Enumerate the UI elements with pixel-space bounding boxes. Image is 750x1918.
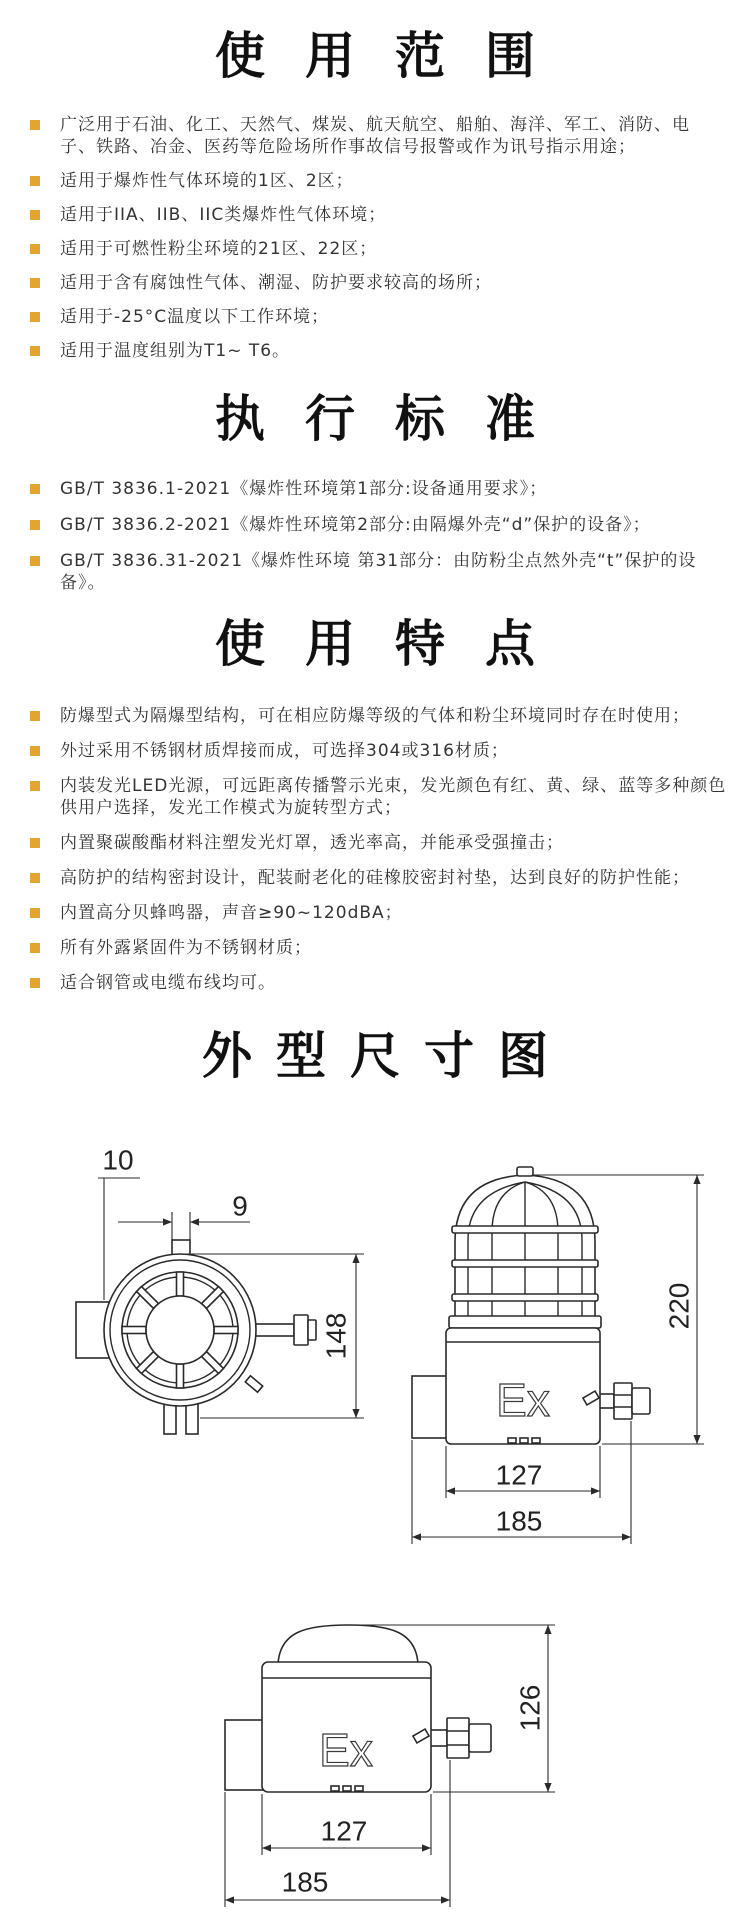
vent-slot bbox=[532, 1438, 540, 1443]
side-view-dome-drawing bbox=[225, 1625, 555, 1907]
bullet-square-icon bbox=[30, 312, 40, 322]
left-pipe-stub bbox=[225, 1720, 265, 1790]
list-item bbox=[0, 514, 740, 536]
list-item-text: 适合钢管或电缆布线均可。 bbox=[60, 973, 276, 993]
list-item bbox=[0, 114, 700, 158]
list-item bbox=[0, 340, 700, 362]
top-view-drawing bbox=[76, 1145, 364, 1435]
bullet-square-icon bbox=[30, 278, 40, 288]
list-item-text: 防爆型式为隔爆型结构，可在相应防爆等级的气体和粉尘环境同时存在时使用； bbox=[60, 706, 690, 726]
list-item-text: 内置高分贝蜂鸣器，声音≥90~120dBA； bbox=[60, 903, 403, 923]
section-title-usage-scope: 使用范围 bbox=[215, 27, 575, 85]
bullet-square-icon bbox=[30, 556, 40, 566]
guard-top-knob bbox=[517, 1167, 533, 1176]
section-title-standards: 执行标准 bbox=[215, 390, 575, 448]
list-item bbox=[0, 775, 740, 819]
list-item bbox=[0, 972, 740, 994]
list-item bbox=[0, 238, 700, 260]
list-item bbox=[0, 204, 700, 226]
vent-slot bbox=[331, 1786, 339, 1791]
cage-spoke bbox=[177, 1364, 184, 1388]
left-pipe-stub bbox=[412, 1376, 450, 1438]
cable-gland-cap bbox=[632, 1388, 650, 1414]
cage-spoke bbox=[122, 1327, 146, 1334]
vent-slot bbox=[508, 1438, 516, 1443]
list-item-text: 适用于爆炸性气体环境的1区、2区； bbox=[60, 171, 354, 191]
list-item bbox=[0, 478, 740, 500]
vent-slot bbox=[355, 1786, 363, 1791]
list-item bbox=[0, 306, 700, 328]
dimension-label-9: 9 bbox=[232, 1190, 248, 1222]
standards-list bbox=[0, 478, 750, 608]
bullet-square-icon bbox=[30, 943, 40, 953]
bullet-square-icon bbox=[30, 781, 40, 791]
guard-ring bbox=[452, 1260, 598, 1267]
list-item-text: 内装发光LED光源，可远距离传播警示光束，发光颜色有红、黄、绿、蓝等多种颜色供用户选择，发光工作模式为旋转型方式； bbox=[60, 776, 727, 818]
dimension-label-127: 127 bbox=[320, 1815, 368, 1847]
section-title-features: 使用特点 bbox=[215, 615, 575, 673]
bullet-square-icon bbox=[30, 908, 40, 918]
list-item-text: 外过采用不锈钢材质焊接而成，可选择304或316材质； bbox=[60, 741, 509, 761]
bullet-square-icon bbox=[30, 711, 40, 721]
list-item-text: 内置聚碳酸酯材料注塑发光灯罩，透光率高，并能承受强撞击； bbox=[60, 833, 564, 853]
cage-spoke bbox=[177, 1272, 184, 1296]
dimension-label-148: 148 bbox=[320, 1312, 352, 1360]
list-item-text: 适用于-25°C温度以下工作环境； bbox=[60, 307, 330, 327]
bullet-square-icon bbox=[30, 210, 40, 220]
list-item bbox=[0, 170, 700, 192]
lens-circle bbox=[146, 1296, 214, 1364]
dimension-label-185: 185 bbox=[281, 1866, 329, 1898]
side-view-guard-drawing bbox=[412, 1167, 704, 1544]
bullet-square-icon bbox=[30, 978, 40, 988]
vent-slot bbox=[343, 1786, 351, 1791]
ex-mark: Ex bbox=[496, 1374, 550, 1426]
cable-gland-hex bbox=[447, 1718, 469, 1758]
cable-gland-hex bbox=[614, 1383, 632, 1419]
bullet-square-icon bbox=[30, 346, 40, 356]
list-item-text: 所有外露紧固件为不锈钢材质； bbox=[60, 938, 312, 958]
cable-gland-cap bbox=[469, 1724, 491, 1752]
dimension-label-127: 127 bbox=[495, 1459, 543, 1491]
dimension-label-126: 126 bbox=[514, 1684, 546, 1732]
list-item bbox=[0, 902, 740, 924]
bullet-square-icon bbox=[30, 244, 40, 254]
guard-ring bbox=[452, 1226, 598, 1233]
dimension-label-220: 220 bbox=[663, 1282, 695, 1330]
list-item bbox=[0, 937, 740, 959]
set-screw bbox=[245, 1376, 262, 1392]
list-item-text: GB/T 3836.31-2021《爆炸性环境 第31部分：由防粉尘点然外壳“t”保护的设备》。 bbox=[60, 551, 697, 593]
list-item bbox=[0, 550, 740, 594]
cable-gland-hex bbox=[294, 1315, 308, 1345]
list-item-text: 适用于温度组别为T1~ T6。 bbox=[60, 341, 291, 361]
bullet-square-icon bbox=[30, 838, 40, 848]
list-item bbox=[0, 272, 700, 294]
list-item-text: 适用于可燃性粉尘环境的21区、22区； bbox=[60, 239, 378, 259]
list-item-text: 广泛用于石油、化工、天然气、煤炭、航天航空、船舶、海洋、军工、消防、电子、铁路、冶金、医药等危险场所作事故信号报警或作为讯号指示用途； bbox=[60, 115, 690, 157]
list-item bbox=[0, 867, 740, 889]
dimension-label-185: 185 bbox=[495, 1505, 543, 1537]
list-item-text: GB/T 3836.2-2021《爆炸性环境第2部分:由隔爆外壳“d”保护的设备》； bbox=[60, 515, 651, 535]
usage-scope-list bbox=[0, 114, 750, 374]
ex-mark: Ex bbox=[319, 1724, 373, 1776]
list-item-text: 高防护的结构密封设计，配装耐老化的硅橡胶密封衬垫，达到良好的防护性能； bbox=[60, 868, 690, 888]
cable-gland-cap bbox=[308, 1320, 316, 1340]
features-list bbox=[0, 705, 750, 1007]
section-title-dimension-drawing: 外型尺寸图 bbox=[202, 1027, 572, 1085]
dimension-drawing-canvas bbox=[0, 1088, 750, 1918]
bullet-square-icon bbox=[30, 176, 40, 186]
list-item bbox=[0, 705, 740, 727]
list-item bbox=[0, 740, 740, 762]
bullet-square-icon bbox=[30, 120, 40, 130]
cage-spoke bbox=[214, 1327, 238, 1334]
lamp-dome bbox=[278, 1625, 418, 1664]
list-item-text: 适用于含有腐蚀性气体、潮湿、防护要求较高的场所； bbox=[60, 273, 492, 293]
vent-slot bbox=[520, 1438, 528, 1443]
guard-base-flange bbox=[449, 1316, 601, 1328]
list-item-text: GB/T 3836.1-2021《爆炸性环境第1部分:设备通用要求》； bbox=[60, 479, 548, 499]
guard-ring bbox=[452, 1294, 598, 1301]
list-item-text: 适用于IIA、IIB、IIC类爆炸性气体环境； bbox=[60, 205, 387, 225]
dimension-label-10: 10 bbox=[102, 1144, 134, 1176]
bullet-square-icon bbox=[30, 873, 40, 883]
bullet-square-icon bbox=[30, 484, 40, 494]
bullet-square-icon bbox=[30, 520, 40, 530]
list-item bbox=[0, 832, 740, 854]
bullet-square-icon bbox=[30, 746, 40, 756]
